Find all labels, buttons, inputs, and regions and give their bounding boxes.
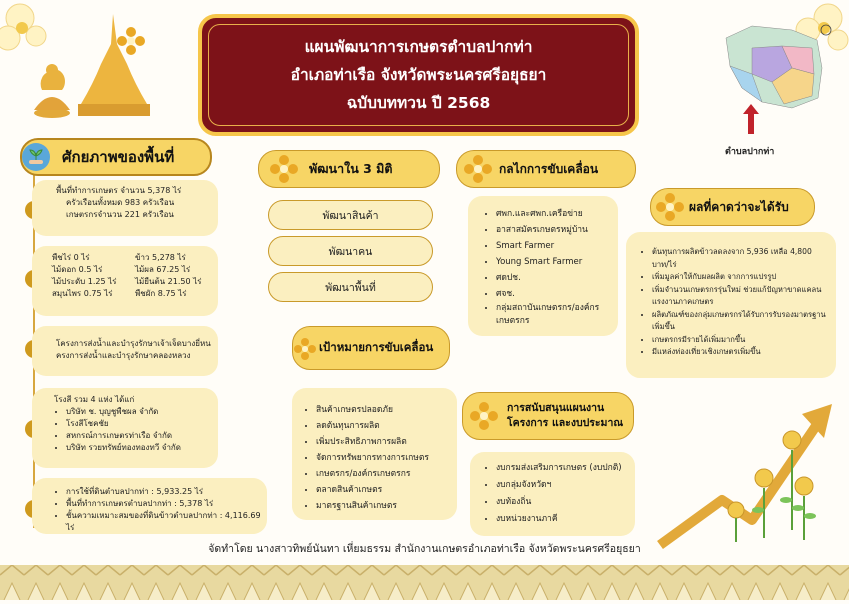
goal-item: • เกษตรกร/องค์กรเกษตรกร [316,466,453,482]
irrigation-line: ครงการส่งน้ำและบำรุงรักษาคลองหลวง [56,351,191,360]
crop-item: ไม้ประดับ 1.25 ไร่ [52,277,117,286]
potential-area-line: ครัวเรือนทั้งหมด 983 ครัวเรือน [66,198,175,207]
expected-item: • เกษตรกรมีรายได้เพิ่มมากขึ้น [652,334,830,347]
potential-box-mills [32,388,218,468]
goal-item: • ลดต้นทุนการผลิต [316,418,453,434]
goal-item: • เพิ่มประสิทธิภาพการผลิต [316,434,453,450]
support-heading-line1: การสนับสนุนแผนงาน [507,402,605,414]
potential-heading-text: ศักยภาพของพื้นที่ [62,148,175,166]
expected-box [626,232,836,378]
title-line-1: แผนพัฒนาการเกษตรตำบลปากท่า [304,38,533,56]
goal-item: • ตลาดสินค้าเกษตร [316,482,453,498]
support-item: • งบหน่วยงานภาคี [496,511,631,528]
growth-arrow-icon [652,380,842,555]
goals-box [292,388,457,520]
support-heading-line2: โครงการ และงบประมาณ [507,417,624,429]
district-map [722,18,837,118]
location-arrow-icon [741,104,761,134]
potential-box-area [32,180,218,236]
flower-ornament-icon [117,27,145,55]
potential-area-line: พื้นที่ทำการเกษตร จำนวน 5,378 ไร่ [56,186,182,195]
expected-item: • มีแหล่งท่องเที่ยวเชิงเกษตรเพิ่มขึ้น [652,346,830,359]
flower-ornament-icon [656,193,684,221]
footer-credit: จัดทำโดย นางสาวทิพย์นันทา เหี่ยมธรรม สำนักงานเกษตรอำเภอท่าเรือ จังหวัดพระนครศรีอยุธยา [208,543,641,555]
goals-heading-text: เป้าหมายการขับเคลื่อน [319,340,434,354]
support-item: • งบกลุ่มจังหวัดฯ [496,477,631,494]
mechanism-heading-text: กลไกการขับเคลื่อน [499,161,599,176]
expected-item: • ผลิตภัณฑ์ของกลุ่มเกษตรกรได้รับการรับรองมาตรฐานเพิ่มขึ้น [652,309,830,334]
goal-item: • มาตรฐานสินค้าเกษตร [316,498,453,514]
footer-pattern-band [0,565,849,600]
flower-ornament-icon [270,155,298,183]
mechanism-item: • ศพก.และศพก.เครือข่าย [496,206,614,222]
landuse-item: • ชั้นความเหมาะสมของที่ดินข้าวตำบลปากท่า : 4,116.69 ไร่ [66,510,267,534]
expected-item: • เพิ่มมูลค่าให้กับผลผลิต จากการแปรรูป [652,271,830,284]
support-item: • งบกรมส่งเสริมการเกษตร (งบปกติ) [496,460,631,477]
mill-item: • สหกรณ์การเกษตรท่าเรือ จำกัด [66,430,218,442]
crop-item: ไม้ผล 67.25 ไร่ [135,265,191,274]
support-item: • งบท้องถิ่น [496,494,631,511]
goal-item: • สินค้าเกษตรปลอดภัย [316,402,453,418]
mechanism-item: • อาสาสมัครเกษตรหมู่บ้าน [496,222,614,238]
expected-item: • ต้นทุนการผลิตข้าวลดลงจาก 5,936 เหลือ 4,800 บาท/ไร่ [652,246,830,271]
develop-item-area: พัฒนาพื้นที่ [268,272,433,302]
mechanism-item: • Young Smart Farmer [496,254,614,270]
map-label: ตำบลปากท่า [725,147,775,157]
develop-item-product: พัฒนาสินค้า [268,200,433,230]
potential-box-crops [32,246,218,316]
potential-box-irrigation [32,326,218,376]
title-line-2: อำเภอท่าเรือ จังหวัดพระนครศรีอยุธยา [290,66,547,84]
crop-item: สมุนไพร 0.75 ไร่ [52,289,113,298]
title-line-3: ฉบับบททวน ปี 2568 [346,94,491,112]
mill-item: • บริษัท รวยทรัพย์ทองทองทวี จำกัด [66,442,218,454]
crop-item: ไม้ดอก 0.5 ไร่ [52,265,103,274]
develop-heading-text: พัฒนาใน 3 มิติ [309,161,393,176]
support-box [470,452,635,536]
flower-ornament-icon [470,402,498,430]
potential-box-landuse [32,478,267,534]
expected-heading-text: ผลที่คาดว่าจะได้รับ [689,199,789,214]
landuse-item: • การใช้ที่ดินตำบลปากท่า : 5,933.25 ไร่ [66,486,267,498]
develop-item-people: พัฒนาคน [268,236,433,266]
potential-area-line: เกษตรกรจำนวน 221 ครัวเรือน [66,210,174,219]
mechanism-item: • Smart Farmer [496,238,614,254]
mechanism-box [468,196,618,336]
goal-item: • จัดการทรัพยากรทางการเกษตร [316,450,453,466]
plant-hand-icon [22,143,50,171]
flower-ornament-icon [294,338,316,360]
title-banner [198,14,639,136]
mills-title: โรงสี รวม 4 แห่ง ได้แก่ [54,395,135,404]
flower-ornament-icon [464,155,492,183]
mechanism-item: • กลุ่มสถาบันเกษตรกร/องค์กรเกษตรกร [496,302,614,328]
mill-item: • โรงสีโชคชัย [66,418,218,430]
landuse-item: • พื้นที่ทำการเกษตรตำบลปากท่า : 5,378 ไร่ [66,498,267,510]
thai-pattern-decoration [0,565,849,600]
irrigation-line: โครงการส่งน้ำและบำรุงรักษาเจ้าเจ็ดบางยี่หน [56,339,211,348]
expected-item: • เพิ่มจำนวนเกษตรกรรุ่นใหม่ ช่วยแก้ปัญหาขาดแคลนแรงงานภาคเกษตร [652,284,830,309]
mill-item: • บริษัท ช. บุญชูพืชผล จำกัด [66,406,218,418]
mechanism-item: • ศจช. [496,286,614,302]
crop-item: ไม้ยืนต้น 21.50 ไร่ [135,277,202,286]
crop-item: พืชไร่ 0 ไร่ [52,253,90,262]
crop-item: ข้าว 5,278 ไร่ [135,253,186,262]
mechanism-item: • ศดปช. [496,270,614,286]
crop-item: พืชผัก 8.75 ไร่ [135,289,187,298]
